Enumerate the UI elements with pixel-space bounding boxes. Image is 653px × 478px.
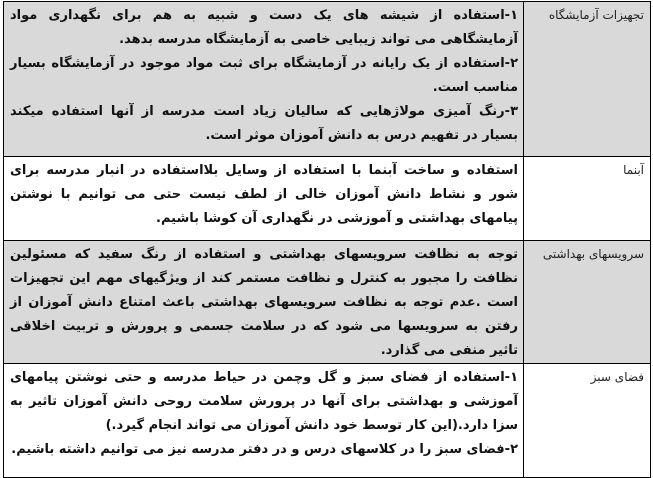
row-label-lab-equipment: تجهیزات آزمایشگاه (524, 2, 651, 157)
row-label-green-space: فضای سبز (524, 364, 651, 478)
table-row (4, 2, 651, 157)
row-content-fountain (4, 157, 524, 241)
table-row (4, 364, 651, 478)
content-line: ۲-استفاده از یک رایانه در آزمایشگاه برای ثبت مواد موجود در آزمایشگاه بسیار مناسب است. (10, 56, 518, 95)
content-line: استفاده و ساخت آبنما با استفاده از وسایل بلااستفاده در انبار مدرسه برای شور و نشاط دانش آموزان خالی از لطف نیست حتی می توانیم با نوشتن پیامهای بهداشتی و آموزشی در نگهداری آن کوشا باشیم. (10, 163, 518, 226)
table-row (4, 241, 651, 364)
row-label-fountain: آبنما (524, 157, 651, 241)
content-line: ۲-فضای سبز را در کلاسهای درس و در دفتر مدرسه نیز می توانیم داشته باشیم. (11, 442, 518, 457)
content-line: ۱-استفاده از شیشه های یک دست و شبیه به هم برای نگهداری مواد آزمایشگاهی می تواند زیبایی خاصی به آزمایشگاه مدرسه بدهد. (10, 8, 518, 47)
row-content-green-space (4, 364, 524, 478)
row-content-restrooms (4, 241, 524, 364)
content-table (3, 1, 651, 478)
content-line: توجه به نظافت سرویسهای بهداشتی و استفاده از رنگ سفید که مسئولین نظافت را مجبور به کنترل و نظافت مستمر کند از ویژگیهای مهم این تجهیزات است .عدم توجه به نظافت سرویسهای بهداشتی باعث امتناع دانش آموزان از رفتن به سرویسها می شود که در سلامت جسمی و پرورش و تربیت اخلاقی تاثیر منفی می گذارد. (10, 247, 518, 358)
row-content-lab-equipment (4, 2, 524, 157)
row-label-restrooms: سرویسهای بهداشتی (524, 241, 651, 364)
content-line: ۳-رنگ آمیزی مولاژهایی که سالیان زیاد است مدرسه از آنها استفاده میکند بسیار در تفهیم درس به دانش آموزان موثر است. (10, 104, 518, 143)
table-row (4, 157, 651, 241)
content-line: ۱-استفاده از فضای سبز و گل وچمن در حیاط مدرسه و حتی نوشتن پیامهای آموزشی و بهداشتی برای آنها در پرورش سلامت روحی دانش آموزان تاثیر به سزا دارد.(این کار توسط خود دانش آموزان می تواند انجام گیرد.) (10, 370, 518, 433)
